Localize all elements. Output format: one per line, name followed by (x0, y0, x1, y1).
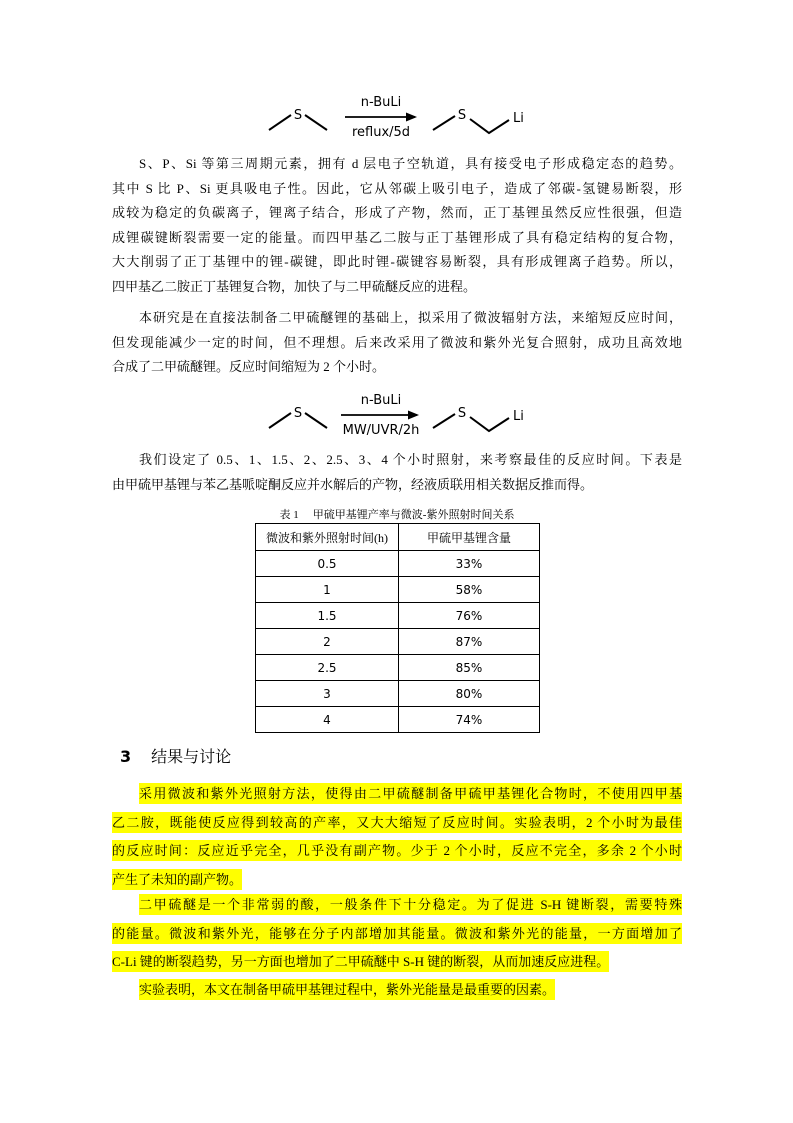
section-title: 结果与讨论 (151, 749, 232, 766)
highlighted-text: 采用微波和紫外光照射方法，使得由二甲硫醚制备甲硫甲基锂化合物时，不使用四甲基 (139, 783, 682, 804)
cell-yield: 74% (399, 707, 540, 733)
table-row (256, 707, 540, 733)
sulfur-atom-label: S (457, 406, 467, 421)
cell-time: 0.5 (256, 551, 399, 577)
paragraph-line: 但发现能减少一定的时间，但不理想。后来改采用了微波和紫外光复合照射，成功且高效地 (112, 334, 682, 350)
highlighted-paragraph-1 (112, 780, 682, 894)
bond-line (269, 413, 291, 428)
section-number: 3 (120, 747, 132, 766)
reaction-arrow-head (406, 113, 417, 122)
paragraph-line: 本研究是在直接法制备二甲硫醚锂的基础上，拟采用了微波辐射方法，来缩短反应时间， (139, 310, 682, 325)
cell-time: 3 (256, 681, 399, 707)
highlighted-paragraph-2 (112, 891, 682, 977)
table-header-row (256, 524, 540, 551)
reaction-scheme-2 (112, 386, 682, 449)
paragraph-line: 成较为稳定的负碳离子，锂离子结合，形成了产物，然而，正丁基锂虽然反应性很强，但造 (112, 205, 682, 220)
paragraph-1 (112, 152, 682, 299)
paragraph-line (112, 948, 682, 977)
highlighted-text: 的能量。微波和紫外光，能够在分子内部增加其能量。微波和紫外光的能量，一方面增加了 (112, 923, 682, 944)
table-header-time: 微波和紫外照射时间(h) (256, 524, 399, 551)
lithium-atom-label: Li (513, 409, 524, 424)
paragraph-2 (112, 306, 682, 380)
table-row (256, 629, 540, 655)
reaction-scheme-2-drawing (265, 386, 529, 444)
table-caption-title: 甲硫甲基锂产率与微波-紫外照射时间关系 (312, 509, 515, 521)
lithium-atom-label: Li (513, 111, 524, 126)
highlighted-text: 乙二胺，既能使反应得到较高的产率，又大大缩短了反应时间。实验表明，2 个小时为最佳 (112, 812, 682, 833)
paragraph-line: 大大削弱了正丁基锂中的锂-碳键，即此时锂-碳键容易断裂，具有形成锂离子趋势。所以， (112, 254, 682, 269)
condition-label: reflux/5d (351, 125, 411, 140)
page-content (112, 0, 682, 1123)
table-row (256, 655, 540, 681)
table-row (256, 551, 540, 577)
cell-yield: 58% (399, 577, 540, 603)
highlighted-text: 产生了未知的副产物。 (112, 869, 242, 890)
sulfur-atom-label: S (293, 108, 303, 123)
bond-line (269, 115, 291, 130)
bond-line (305, 413, 327, 428)
cell-time: 4 (256, 707, 399, 733)
highlighted-text: 的反应时间：反应近乎完全，几乎没有副产物。少于 2 个小时，反应不完全，多余 2 个小时 (112, 840, 682, 861)
cell-time: 1 (256, 577, 399, 603)
bond-line (305, 115, 327, 130)
cell-time: 2.5 (256, 655, 399, 681)
reagent-label: n-BuLi (360, 393, 402, 408)
table-row (256, 577, 540, 603)
sulfur-atom-label: S (457, 108, 467, 123)
paragraph-3 (112, 448, 682, 497)
highlighted-text: 实验表明，本文在制备甲硫甲基锂过程中，紫外光能量是最重要的因素。 (139, 979, 555, 1000)
cell-yield: 87% (399, 629, 540, 655)
bond-line (433, 116, 455, 130)
bond-line (470, 417, 509, 431)
reaction-arrow-head (408, 411, 419, 420)
bond-line (433, 414, 455, 428)
cell-yield: 85% (399, 655, 540, 681)
reaction-scheme-1 (112, 88, 682, 151)
results-table (255, 523, 540, 733)
reaction-scheme-1-drawing (265, 88, 529, 146)
sulfur-atom-label: S (293, 406, 303, 421)
table-header-yield: 甲硫甲基锂含量 (399, 524, 540, 551)
paragraph-line (112, 920, 682, 949)
paragraph-line: 成锂碳键断裂需要一定的能量。而四甲基乙二胺与正丁基锂形成了具有稳定结构的复合物， (112, 229, 682, 245)
cell-yield: 33% (399, 551, 540, 577)
paragraph-line (112, 780, 682, 809)
cell-time: 2 (256, 629, 399, 655)
paragraph-line (112, 976, 682, 1005)
paragraph-line: 我们设定了 0.5、1、1.5、2、2.5、3、4 个小时照射，来考察最佳的反应时间。下表是 (139, 452, 682, 467)
paragraph-line: 其中 S 比 P、Si 更具吸电子性。因此，它从邻碳上吸引电子，造成了邻碳-氢键易断裂，形 (112, 180, 682, 196)
cell-yield: 76% (399, 603, 540, 629)
paragraph-line (112, 866, 682, 895)
table-row (256, 681, 540, 707)
cell-yield: 80% (399, 681, 540, 707)
cell-time: 1.5 (256, 603, 399, 629)
paragraph-line: 由甲硫甲基锂与苯乙基哌啶酮反应并水解后的产物，经液质联用相关数据反推而得。 (112, 476, 594, 492)
highlighted-text: C-Li 键的断裂趋势，另一方面也增加了二甲硫醚中 S-H 键的断裂，从而加速反应进程。 (112, 951, 609, 972)
bond-line (470, 119, 509, 133)
paragraph-line (112, 837, 682, 866)
reagent-label: n-BuLi (360, 95, 402, 110)
table-caption-label: 表 1 (279, 509, 299, 521)
highlighted-text: 二甲硫醚是一个非常弱的酸，一般条件下十分稳定。为了促进 S-H 键断裂，需要特殊 (139, 894, 682, 915)
paragraph-line (112, 891, 682, 920)
section-heading (120, 744, 231, 767)
table-row (256, 603, 540, 629)
paragraph-line: 四甲基乙二胺正丁基锂复合物，加快了与二甲硫醚反应的进程。 (112, 278, 477, 294)
condition-label: MW/UVR/2h (342, 423, 420, 438)
highlighted-paragraph-3 (112, 976, 682, 1005)
paragraph-line: S、P、Si 等第三周期元素，拥有 d 层电子空轨道，具有接受电子形成稳定态的趋势。 (139, 156, 682, 171)
paragraph-line: 合成了二甲硫醚锂。反应时间缩短为 2 个小时。 (112, 359, 386, 374)
table-caption (112, 506, 682, 522)
paragraph-line (112, 809, 682, 838)
